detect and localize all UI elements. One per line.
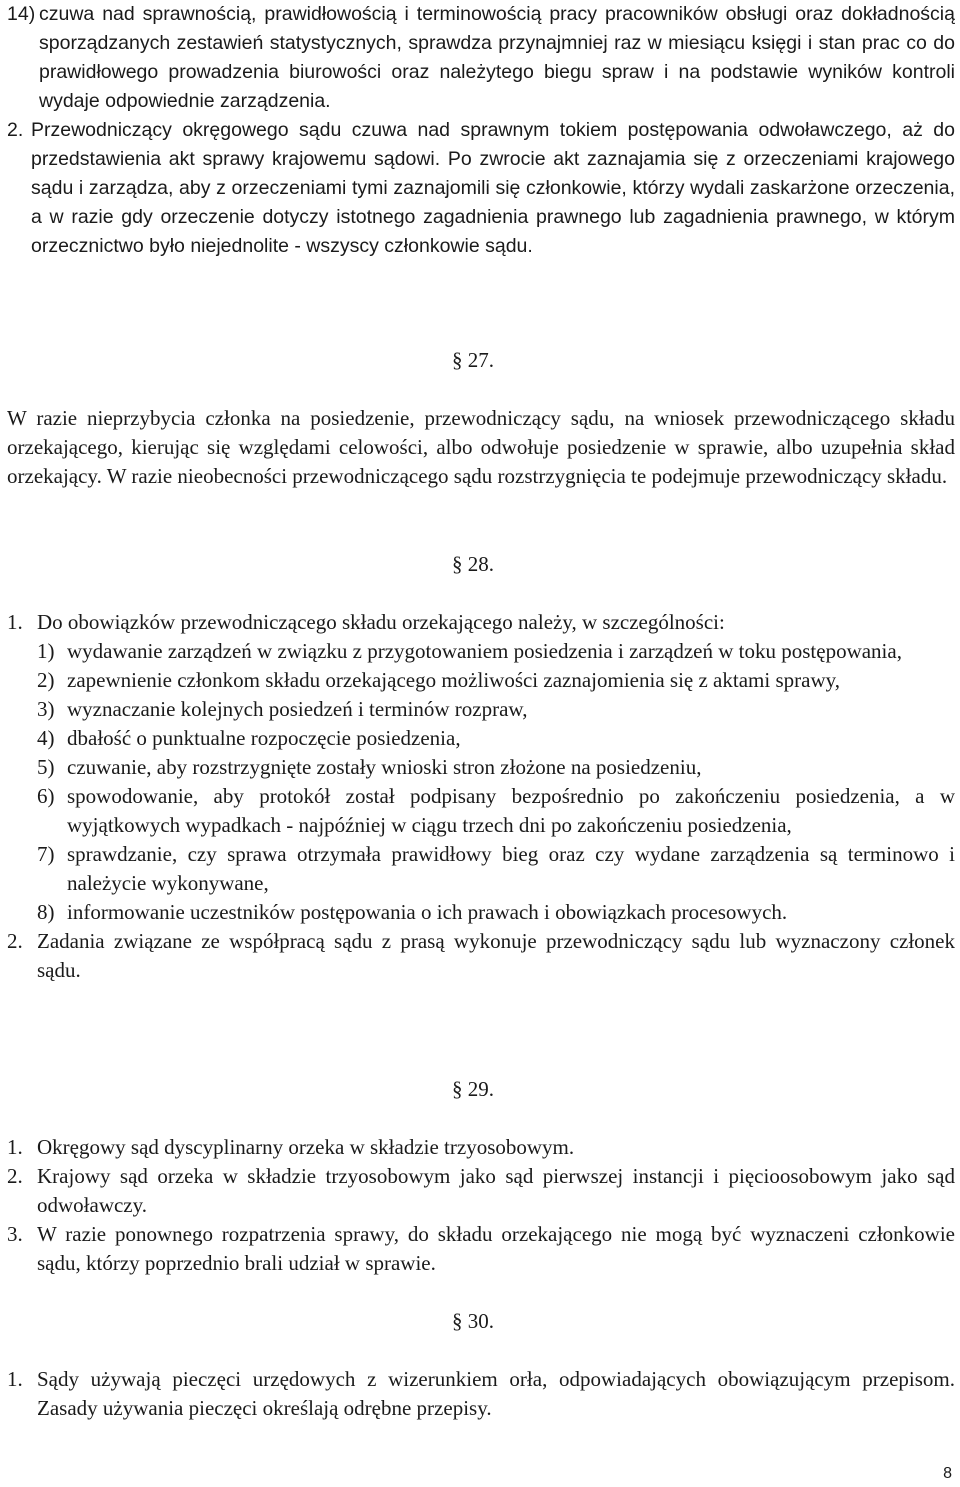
list-item-number: 2) — [37, 668, 55, 692]
paragraph-number: 1. — [7, 610, 23, 634]
section-heading-30: § 30. — [452, 1309, 494, 1333]
list-item-text: informowanie uczestników postępowania o ich prawach i obowiązkach procesowych. — [67, 900, 788, 924]
list-item-number: 1) — [37, 639, 55, 663]
list-item-number: 3. — [7, 1222, 23, 1246]
list-item-number: 7) — [37, 842, 55, 866]
list-item-text: czuwanie, aby rozstrzygnięte zostały wnioski stron złożone na posiedzeniu, — [67, 755, 702, 779]
list-item-text: zapewnienie członkom składu orzekającego możliwości zaznajomienia się z aktami sprawy, — [67, 668, 840, 692]
list-item-text: wyznaczanie kolejnych posiedzeń i terminów rozpraw, — [67, 697, 528, 721]
list-item — [37, 666, 955, 695]
list-item-number: 5) — [37, 755, 55, 779]
list-item — [37, 695, 955, 724]
section-heading-29: § 29. — [452, 1077, 494, 1101]
item-text: czuwa nad sprawnością, prawidłowością i terminowością pracy pracowników obsługi oraz dokładnością sporządzanych zestawień statystycznych, sprawdza przynajmniej raz w miesiącu księgi i stan prac co do prawidłowego prowadzenia biurowości oraz należytego biegu spraw i na podstawie wyników kontroli wydaje odpowiednie zarządzenia. — [39, 3, 955, 112]
section-heading-28: § 28. — [452, 552, 494, 576]
section-28-list — [7, 637, 955, 927]
list-item — [37, 782, 955, 840]
paragraph-text: Zadania związane ze współpracą sądu z prasą wykonuje przewodniczący sądu lub wyznaczony członek sądu. — [37, 929, 955, 982]
section-heading-27: § 27. — [452, 348, 494, 372]
list-item — [37, 840, 955, 898]
list-item — [37, 753, 955, 782]
list-item — [37, 898, 955, 927]
paragraph-number: 2. — [7, 119, 24, 141]
section-30-paragraph-1 — [7, 1365, 955, 1423]
list-item-number: 4) — [37, 726, 55, 750]
page-number: 8 — [943, 1465, 952, 1482]
list-item — [7, 1220, 955, 1278]
paragraph-text: Przewodniczący okręgowego sądu czuwa nad sprawnym tokiem postępowania odwoławczego, aż do przedstawienia akt sprawy krajowemu sądowi. Po zwrocie akt zaznajamia się z orzeczeniami krajowego sądu i zarządza, aby z orzeczeniami tymi zaznajomili się członkowie, którzy wydali zaskarżone orzeczenia, a w razie gdy orzeczenie dotyczy istotnego zagadnienia prawnego lub zagadnienia prawnego, w którym orzecznictwo było niejednolite - wszyscy członkowie sądu. — [31, 119, 955, 257]
section-27-text: W razie nieprzybycia członka na posiedzenie, przewodniczący sądu, na wniosek przewodniczącego składu orzekającego, kierując się względami celowości, albo odwołuje posiedzenie w sprawie, albo uzupełnia skład orzekający. W razie nieobecności przewodniczącego sądu rozstrzygnięcia te podejmuje przewodniczący składu. — [7, 406, 955, 488]
list-item-text: wydawanie zarządzeń w związku z przygotowaniem posiedzenia i zarządzeń w toku postępowania, — [67, 639, 902, 663]
paragraph-number: 2. — [7, 929, 23, 953]
paragraph-2 — [7, 116, 955, 261]
item-number: 14) — [7, 3, 36, 25]
section-30-body — [7, 1365, 955, 1423]
list-item — [7, 1162, 955, 1220]
list-item — [37, 724, 955, 753]
paragraph-text: Do obowiązków przewodniczącego składu orzekającego należy, w szczególności: — [37, 610, 725, 634]
list-item-number: 2. — [7, 1164, 23, 1188]
list-item-text: Okręgowy sąd dyscyplinarny orzeka w składzie trzyosobowym. — [37, 1135, 575, 1159]
paragraph-number: 1. — [7, 1367, 23, 1391]
list-item-number: 3) — [37, 697, 55, 721]
list-item-text: W razie ponownego rozpatrzenia sprawy, do składu orzekającego nie mogą być wyznaczeni członkowie sądu, którzy poprzednio brali udział w sprawie. — [37, 1222, 955, 1275]
paragraph-text: Sądy używają pieczęci urzędowych z wizerunkiem orła, odpowiadających obowiązującym przepisom. Zasady używania pieczęci określają odrębne przepisy. — [37, 1367, 955, 1420]
section-27-body — [7, 404, 955, 491]
section-28-body — [7, 608, 955, 985]
list-item-14 — [7, 0, 955, 116]
section-29-body — [7, 1133, 955, 1278]
list-item — [37, 637, 955, 666]
list-item-number: 1. — [7, 1135, 23, 1159]
list-item — [7, 1133, 955, 1162]
section-28-paragraph-2 — [7, 927, 955, 985]
list-item-number: 8) — [37, 900, 55, 924]
section-28-paragraph-1 — [7, 608, 955, 637]
list-item-number: 6) — [37, 784, 55, 808]
list-item-text: Krajowy sąd orzeka w składzie trzyosobowym jako sąd pierwszej instancji i pięcioosobowym jako sąd odwoławczy. — [37, 1164, 955, 1217]
list-item-text: sprawdzanie, czy sprawa otrzymała prawidłowy bieg oraz czy wydane zarządzenia są terminowo i należycie wykonywane, — [67, 842, 955, 895]
list-item-text: spowodowanie, aby protokół został podpisany bezpośrednio po zakończeniu posiedzenia, a w wyjątkowych wypadkach - najpóźniej w ciągu trzech dni po zakończeniu posiedzenia, — [67, 784, 955, 837]
list-item-text: dbałość o punktualne rozpoczęcie posiedzenia, — [67, 726, 461, 750]
top-block — [7, 0, 955, 261]
